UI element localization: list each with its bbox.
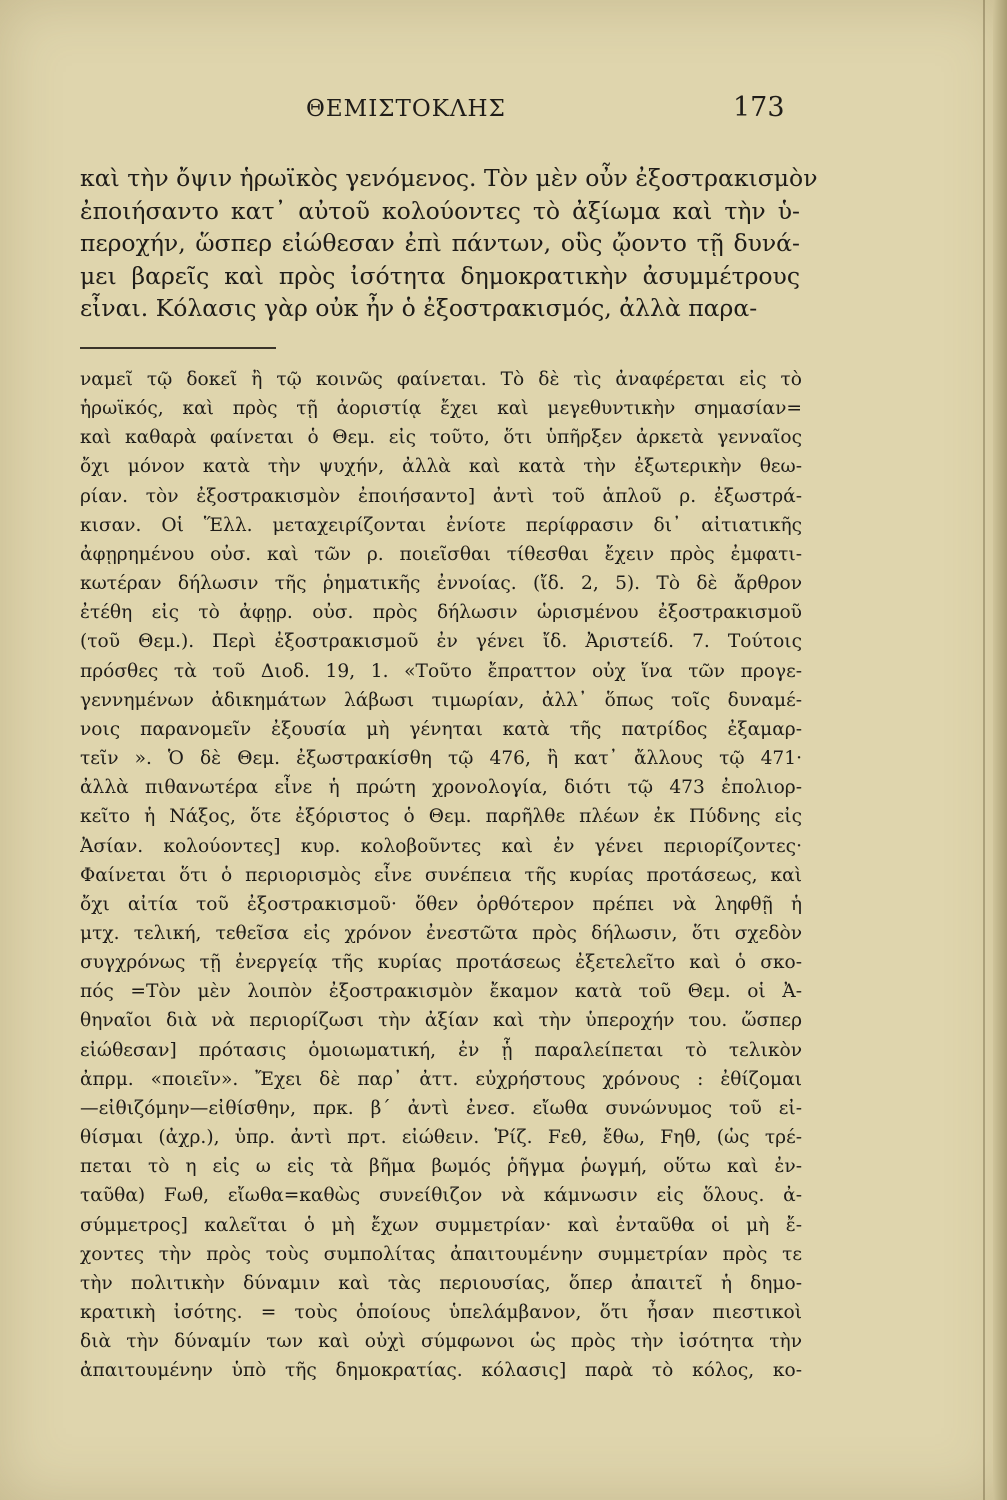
footnote-line: πεται τὸ η εἰς ω εἰς τὰ βῆμα βωμός ῥῆγμα ῥωγμή, οὕτω καὶ ἐν- — [80, 1156, 802, 1178]
main-text-line: μει βαρεῖς καὶ πρὸς ἰσότητα δημοκρατικὴν ἀσυμμέτρους — [80, 261, 800, 290]
footnote-line: εἰώθεσαν] πρότασις ὁμοιωματική, ἐν ᾗ παραλείπεται τὸ τελικὸν — [80, 1039, 802, 1061]
footnote-line: ὄχι μόνον κατὰ τὴν ψυχήν, ἀλλὰ καὶ κατὰ τὴν ἐξωτερικὴν θεω- — [80, 456, 802, 478]
page-fold-line — [983, 0, 985, 1500]
footnote-line: θίσμαι (ἀχρ.), ὑπρ. ἀντὶ πρτ. εἰώθειν. Ῥίζ. Fεθ, ἔθω, Fηθ, (ὡς τρέ- — [80, 1127, 802, 1149]
footnote-line: χοντες τὴν πρὸς τοὺς συμπολίτας ἀπαιτουμένην συμμετρίαν πρὸς τε — [80, 1243, 802, 1265]
footnote-line: ναμεῖ τῷ δοκεῖ ἢ τῷ κοινῶς φαίνεται. Τὸ δὲ τὶς ἀναφέρεται εἰς τὸ — [80, 369, 802, 390]
footnote-line: κρατικὴ ἰσότης. = τοὺς ὁποίους ὑπελάμβανον, ὅτι ἦσαν πιεστικοὶ — [80, 1302, 802, 1323]
footnote-line: καὶ καθαρὰ φαίνεται ὁ Θεμ. εἰς τοῦτο, ὅτι ὑπῆρξεν ἀρκετὰ γενναῖος — [80, 427, 802, 449]
main-text-line: ἐποιήσαντο κατ᾽ αὐτοῦ κολούοντες τὸ ἀξίωμα καὶ τὴν ὑ- — [80, 196, 800, 225]
page-edge — [993, 0, 1007, 1500]
footnote-line: συγχρόνως τῇ ἐνεργείᾳ τῆς κυρίας προτάσεως ἐξετελεῖτο καὶ ὁ σκο- — [80, 952, 802, 974]
footnote-line: μτχ. τελική, τεθεῖσα εἰς χρόνον ἐνεστῶτα πρὸς δήλωσιν, ὅτι σχεδὸν — [80, 922, 802, 944]
footnote-line: τὴν πολιτικὴν δύναμιν καὶ τὰς περιουσίας, ὅπερ ἀπαιτεῖ ἡ δημο- — [80, 1272, 802, 1294]
footnote-line: Ἀσίαν. κολούοντες] κυρ. κολοβοῦντες καὶ ἐν γένει περιορίζοντες· — [80, 835, 802, 857]
footnote-line: ἀλλὰ πιθανωτέρα εἶνε ἡ πρώτη χρονολογία, διότι τῷ 473 ἐπολιορ- — [80, 777, 802, 799]
footnote-line: κωτέραν δήλωσιν τῆς ῥηματικῆς ἐννοίας. (ἴδ. 2, 5). Τὸ δὲ ἄρθρον — [80, 573, 802, 595]
footnote-line: ταῦθα) Fωθ, εἴωθα=καθὼς συνείθιζον νὰ κάμνωσιν εἰς ὅλους. ἀ- — [80, 1185, 802, 1207]
footnote-line: πρόσθες τὰ τοῦ Διοδ. 19, 1. «Τοῦτο ἔπραττον οὐχ ἵνα τῶν προγε- — [80, 660, 802, 682]
footnote-line: τεῖν ». Ὁ δὲ Θεμ. ἐξωστρακίσθη τῷ 476, ἢ κατ᾽ ἄλλους τῷ 471· — [80, 748, 802, 770]
footnote-line: ἀπρμ. «ποιεῖν». Ἔχει δὲ παρ᾽ ἀττ. εὐχρήστους χρόνους : ἐθίζομαι — [80, 1068, 802, 1090]
main-text-line: καὶ τὴν ὄψιν ἡρωϊκὸς γενόμενος. Τὸν μὲν οὖν ἐξοστρακισμὸν — [80, 164, 818, 192]
footnote-line: σύμμετρος] καλεῖται ὁ μὴ ἔχων συμμετρίαν· καὶ ἐνταῦθα οἱ μὴ ἔ- — [80, 1214, 802, 1236]
main-text-line: εἶναι. Κόλασις γὰρ οὐκ ἦν ὁ ἐξοστρακισμός, ἀλλὰ παρα- — [80, 294, 758, 322]
footnote-line: κισαν. Οἱ Ἕλλ. μεταχειρίζονται ἐνίοτε περίφρασιν δι᾽ αἰτιατικῆς — [80, 514, 802, 536]
footnote-line: πός =Τὸν μὲν λοιπὸν ἐξοστρακισμὸν ἔκαμον κατὰ τοῦ Θεμ. οἱ Ἀ- — [80, 981, 802, 1003]
footnote-line: γεννημένων ἀδικημάτων λάβωσι τιμωρίαν, ἀλλ᾽ ὅπως τοῖς δυναμέ- — [80, 689, 802, 711]
running-title: ΘΕΜΙΣΤΟΚΛΗΣ — [306, 96, 506, 122]
footnotes-block — [80, 365, 802, 1385]
footnote-line: ἐτέθη εἰς τὸ ἀφῃρ. οὐσ. πρὸς δήλωσιν ὡρισμένου ἐξοστρακισμοῦ — [80, 602, 802, 624]
footnote-line: διὰ τὴν δύναμίν των καὶ οὐχὶ σύμφωνοι ὡς πρὸς τὴν ἰσότητα τὴν — [80, 1331, 802, 1353]
footnote-line: θηναῖοι διὰ νὰ περιορίζωσι τὴν ἀξίαν καὶ τὴν ὑπεροχήν του. ὥσπερ — [80, 1010, 802, 1032]
footnote-line: νοις παρανομεῖν ἐξουσία μὴ γένηται κατὰ τῆς πατρίδος ἐξαμαρ- — [80, 718, 802, 740]
footnote-line: κεῖτο ἡ Νάξος, ὅτε ἐξόριστος ὁ Θεμ. παρῆλθε πλέων ἐκ Πύδνης εἰς — [80, 806, 802, 828]
page-number: 173 — [733, 92, 785, 123]
footnote-separator-rule — [80, 347, 276, 349]
footnote-line: ἀφῃρημένου οὐσ. καὶ τῶν ρ. ποιεῖσθαι τίθεσθαι ἔχειν πρὸς ἐμφατι- — [80, 543, 802, 565]
footnote-line: Φαίνεται ὅτι ὁ περιορισμὸς εἶνε συνέπεια τῆς κυρίας προτάσεως, καὶ — [80, 864, 802, 886]
footnote-line: ἡρωϊκός, καὶ πρὸς τῇ ἀοριστίᾳ ἔχει καὶ μεγεθυντικὴν σημασίαν= — [80, 398, 802, 420]
footnote-line: (τοῦ Θεμ.). Περὶ ἐξοστρακισμοῦ ἐν γένει ἴδ. Ἀριστείδ. 7. Τούτοις — [80, 631, 802, 653]
main-text-line: περοχήν, ὥσπερ εἰώθεσαν ἐπὶ πάντων, οὓς ᾤοντο τῇ δυνά- — [80, 229, 800, 257]
footnote-line: ρίαν. τὸν ἐξοστρακισμὸν ἐποιήσαντο] ἀντὶ τοῦ ἁπλοῦ ρ. ἐξωστρά- — [80, 485, 802, 507]
main-text-block — [80, 162, 818, 325]
page-header — [0, 92, 1007, 136]
footnote-line: ἀπαιτουμένην ὑπὸ τῆς δημοκρατίας. κόλασις] παρὰ τὸ κόλος, κο- — [80, 1360, 802, 1382]
footnote-line: ὄχι αἰτία τοῦ ἐξοστρακισμοῦ· ὅθεν ὀρθότερον πρέπει νὰ ληφθῇ ἡ — [80, 893, 802, 915]
footnote-line: —εἰθιζόμην—εἰθίσθην, πρκ. β´ ἀντὶ ἐνεσ. εἴωθα συνώνυμος τοῦ εἰ- — [80, 1097, 802, 1119]
